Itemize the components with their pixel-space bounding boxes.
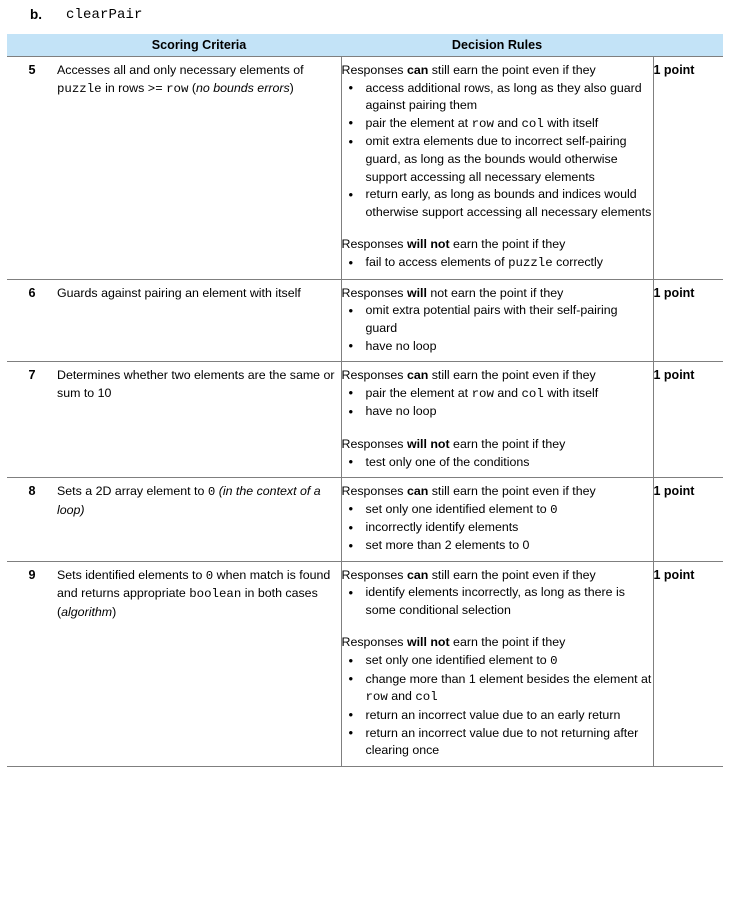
row-number: 5 bbox=[28, 63, 36, 77]
rules-bullet-item: • return an incorrect value due to not returning after clearing once bbox=[342, 725, 653, 760]
part-heading bbox=[0, 0, 732, 30]
rules-bullet-item: • identify elements incorrectly, as long as there is some conditional selection bbox=[342, 584, 653, 619]
rules-bullet-item: • set only one identified element to 0 bbox=[342, 501, 653, 520]
rules-bullet-item: • incorrectly identify elements bbox=[342, 519, 653, 537]
scoring-rubric-table bbox=[7, 34, 723, 767]
rules-group-lead: Responses will not earn the point if they bbox=[341, 285, 564, 300]
table-header-row bbox=[7, 34, 723, 57]
rules-bullet-item: • omit extra potential pairs with their self-pairing guard bbox=[342, 302, 653, 337]
rules-bullet-list bbox=[342, 584, 653, 619]
rules-group-spacer bbox=[342, 421, 653, 436]
table-body bbox=[7, 57, 723, 767]
points-cell: 1 point bbox=[653, 57, 723, 280]
row-number: 6 bbox=[7, 279, 57, 361]
part-letter: b. bbox=[30, 7, 42, 23]
rules-group-spacer bbox=[342, 221, 653, 236]
rules-bullet-item: • omit extra elements due to incorrect self-pairing guard, as long as the bounds would otherwise support accessing all necessary elements bbox=[342, 133, 653, 186]
rules-group-lead: Responses can still earn the point even if they bbox=[341, 63, 596, 77]
points-cell: 1 point bbox=[653, 362, 723, 478]
table-row bbox=[7, 561, 723, 766]
rules-group-lead: Responses can still earn the point even if they bbox=[341, 368, 596, 383]
rules-group-spacer bbox=[342, 619, 653, 634]
rules-bullet-item: • fail to access elements of puzzle correctly bbox=[342, 254, 653, 273]
rules-group-lead: Responses will not earn the point if they bbox=[341, 635, 566, 650]
table-row bbox=[7, 279, 723, 361]
decision-rules-cell bbox=[341, 478, 653, 561]
rules-group-lead: Responses can still earn the point even if they bbox=[341, 567, 596, 582]
row-number: 9 bbox=[7, 561, 57, 766]
rules-bullet-item: • set only one identified element to 0 bbox=[342, 652, 653, 671]
rules-bullet-list bbox=[342, 501, 653, 555]
header-scoring-criteria: Scoring Criteria bbox=[57, 34, 341, 57]
rules-bullet-item: • return an incorrect value due to an early return bbox=[342, 707, 653, 725]
rules-group-lead: Responses can still earn the point even if they bbox=[341, 484, 596, 499]
rules-bullet-item: • have no loop bbox=[342, 338, 653, 356]
header-points bbox=[653, 34, 723, 57]
rules-bullet-list bbox=[342, 454, 653, 472]
rules-bullet-item: • access additional rows, as long as they also guard against pairing them bbox=[342, 80, 653, 115]
points-cell: 1 point bbox=[653, 478, 723, 561]
rules-bullet-item: • test only one of the conditions bbox=[342, 454, 653, 472]
rules-bullet-list bbox=[342, 254, 653, 273]
scoring-criteria-cell: Determines whether two elements are the same or sum to 10 bbox=[57, 362, 341, 478]
decision-rules-cell bbox=[341, 57, 653, 280]
table-row bbox=[7, 478, 723, 561]
table-row bbox=[7, 57, 723, 280]
rules-bullet-list bbox=[342, 80, 653, 222]
rules-bullet-item: • change more than 1 element besides the element at row and col bbox=[342, 671, 653, 707]
points-cell: 1 point bbox=[653, 279, 723, 361]
rules-bullet-item: • pair the element at row and col with itself bbox=[342, 115, 653, 134]
points-cell: 1 point bbox=[653, 561, 723, 766]
scoring-criteria-cell: Guards against pairing an element with itself bbox=[57, 279, 341, 361]
part-method-name: clearPair bbox=[66, 7, 143, 23]
header-number bbox=[7, 34, 57, 57]
rules-bullet-item: • pair the element at row and col with itself bbox=[342, 385, 653, 404]
scoring-criteria-cell: Sets a 2D array element to 0 (in the context of a loop) bbox=[57, 478, 341, 561]
header-decision-rules: Decision Rules bbox=[341, 34, 653, 57]
decision-rules-cell bbox=[341, 362, 653, 478]
rules-group-lead: Responses will not earn the point if they bbox=[341, 436, 566, 451]
scoring-criteria-cell: Sets identified elements to 0 when match is found and returns appropriate boolean in both cases (algorithm) bbox=[57, 561, 341, 766]
row-number: 8 bbox=[7, 478, 57, 561]
rules-bullet-list bbox=[342, 302, 653, 355]
rules-bullet-list bbox=[342, 652, 653, 760]
rules-group-lead: Responses will not earn the point if they bbox=[341, 237, 566, 252]
scoring-criteria-cell: Accesses all and only necessary elements of puzzle in rows >= row (no bounds errors) bbox=[57, 63, 304, 96]
rules-bullet-item: • set more than 2 elements to 0 bbox=[342, 537, 653, 555]
table-row bbox=[7, 362, 723, 478]
row-number: 7 bbox=[7, 362, 57, 478]
rules-bullet-item: • have no loop bbox=[342, 403, 653, 421]
decision-rules-cell bbox=[341, 279, 653, 361]
rules-bullet-list bbox=[342, 385, 653, 421]
rules-bullet-item: • return early, as long as bounds and indices would otherwise support accessing all necessary elements bbox=[342, 186, 653, 221]
decision-rules-cell bbox=[341, 561, 653, 766]
